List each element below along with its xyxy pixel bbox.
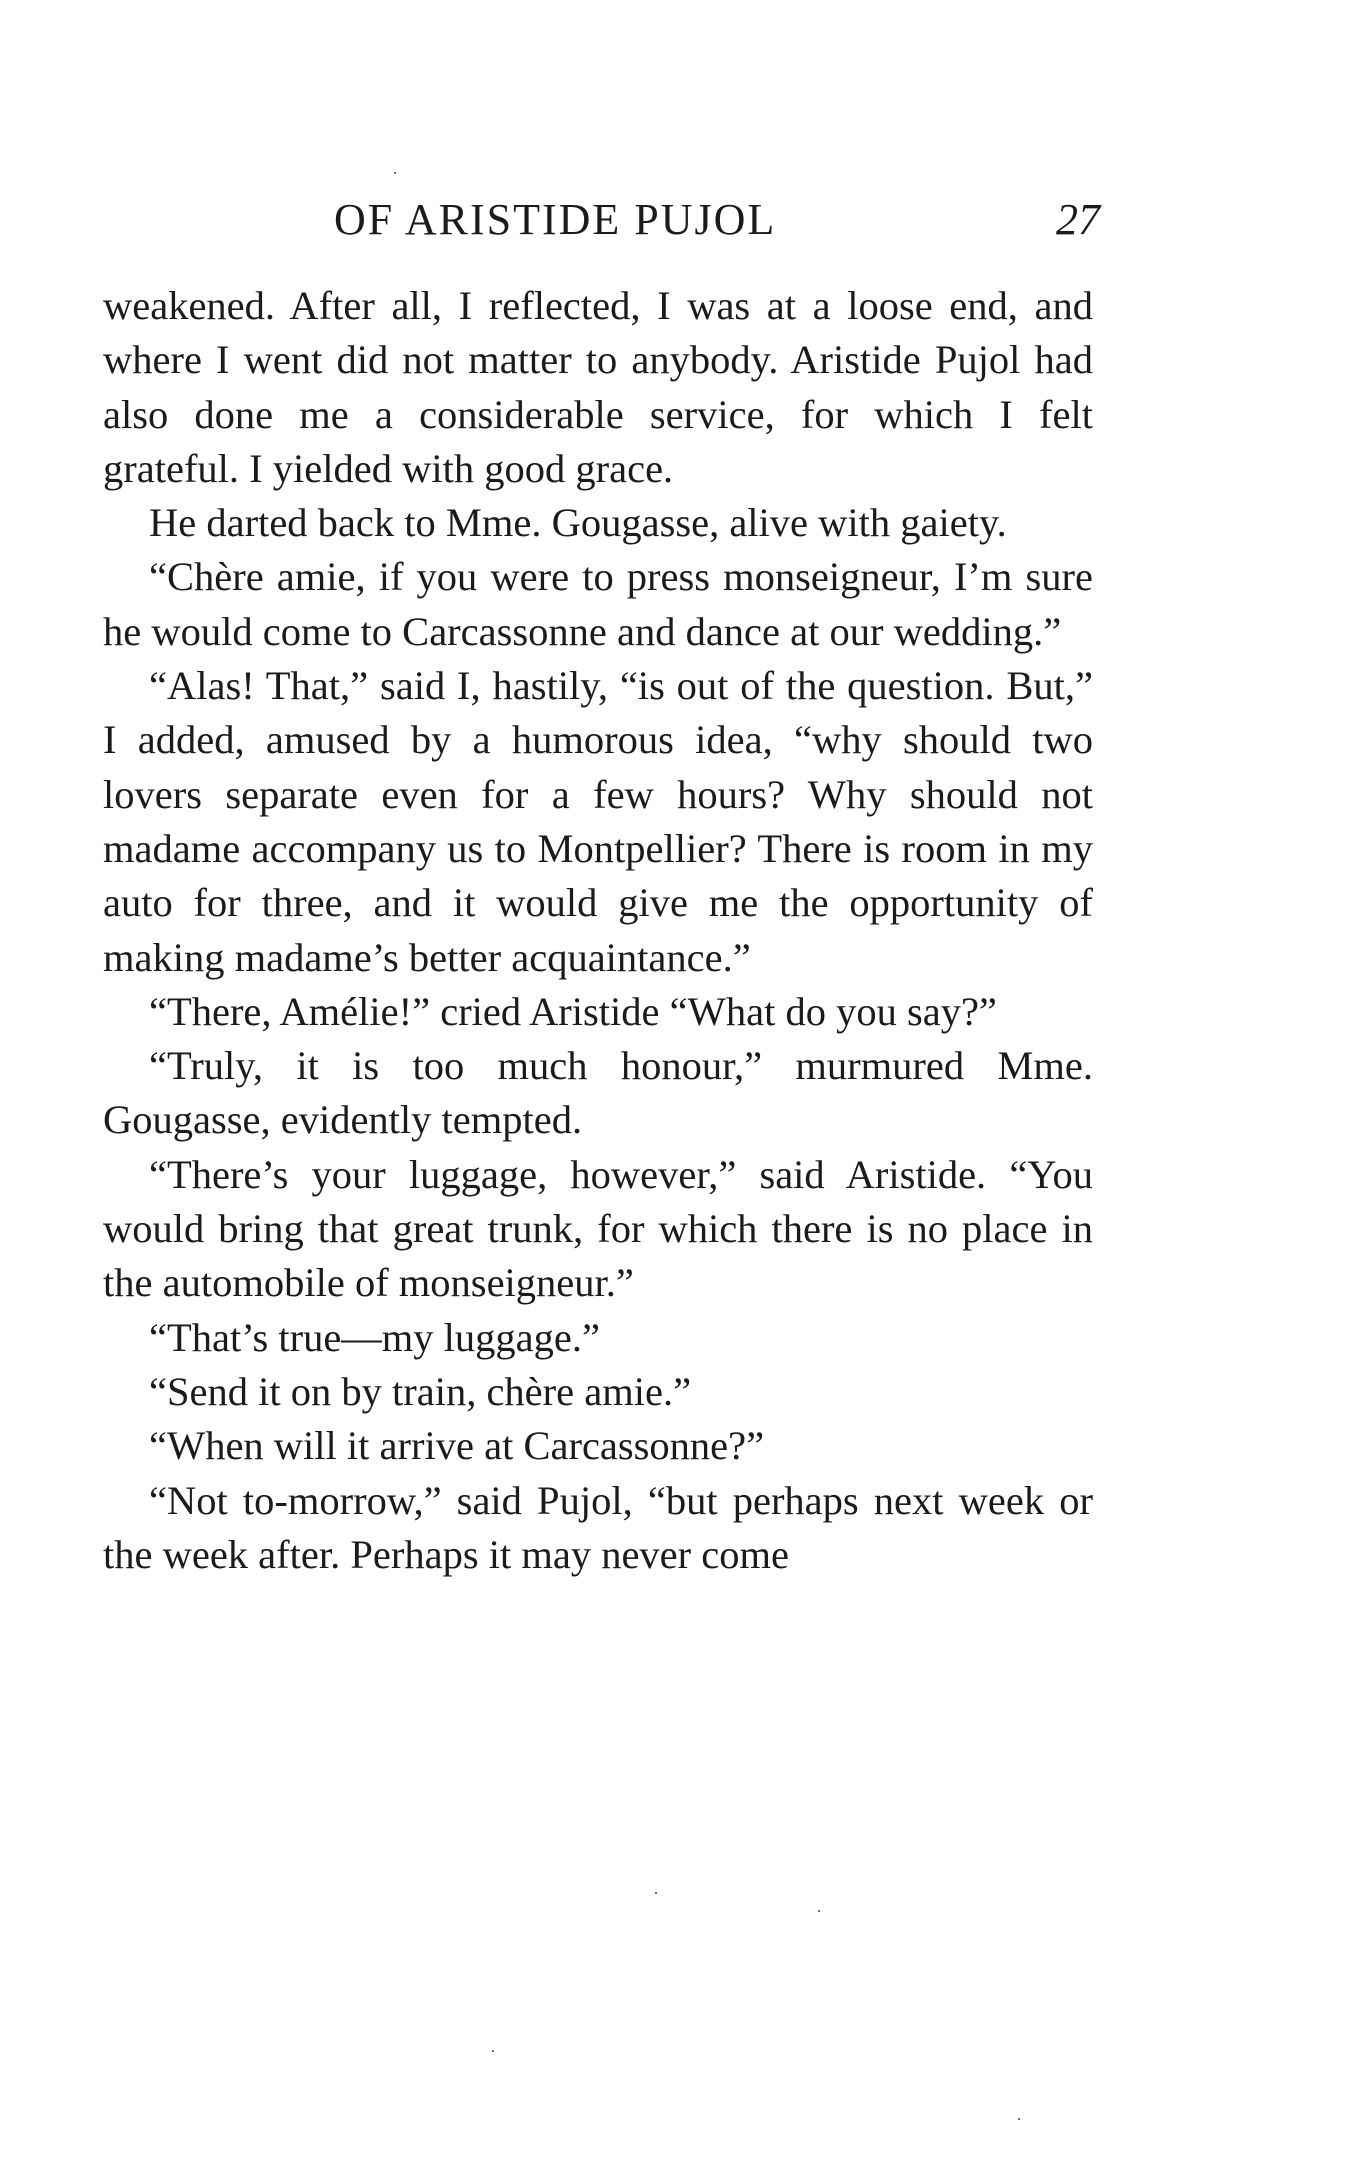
- paragraph: “That’s true—my luggage.”: [149, 1314, 600, 1360]
- page-header: [100, 190, 1100, 250]
- print-speck: [394, 172, 396, 174]
- page-number: 27: [1056, 195, 1100, 244]
- print-speck: [655, 1892, 657, 1894]
- paragraph: “There, Amélie!” cried Aristide “What do you say?”: [149, 988, 997, 1034]
- paragraph: “Truly, it is too much honour,” murmured Mme. Gougasse, evidently tempted.: [103, 1043, 1093, 1143]
- paragraph: weakened. After all, I reflected, I was at a loose end, and where I went did not matter to anybody. Aristide Pujol had also done me a considerable service, for which I felt grateful. I yielded with good grace.: [103, 283, 1093, 491]
- print-speck: [492, 2050, 494, 2052]
- paragraph: “Alas! That,” said I, hastily, “is out of the question. But,” I added, amused by a humorous idea, “why should two lovers separate even for a few hours? Why should not madame accompany us to Montpellier? There is room in my auto for three, and it would give me the opportunity of making madame’s better acquaintance.”: [103, 663, 1093, 980]
- running-head: OF ARISTIDE PUJOL: [334, 195, 777, 244]
- paragraph: “When will it arrive at Carcassonne?”: [149, 1423, 765, 1469]
- print-speck: [818, 1910, 820, 1912]
- paragraph: “Send it on by train, chère amie.”: [149, 1368, 692, 1414]
- paragraph: He darted back to Mme. Gougasse, alive with gaiety.: [149, 500, 1007, 546]
- print-speck: [1018, 2118, 1020, 2120]
- body-text: [103, 279, 1093, 1582]
- paragraph: “There’s your luggage, however,” said Aristide. “You would bring that great trunk, for which there is no place in the automobile of monseigneur.”: [103, 1151, 1093, 1306]
- paragraph: “Chère amie, if you were to press monseigneur, I’m sure he would come to Carcassonne and dance at our wedding.”: [103, 554, 1093, 654]
- paragraph: “Not to-morrow,” said Pujol, “but perhaps next week or the week after. Perhaps it may never come: [103, 1477, 1093, 1577]
